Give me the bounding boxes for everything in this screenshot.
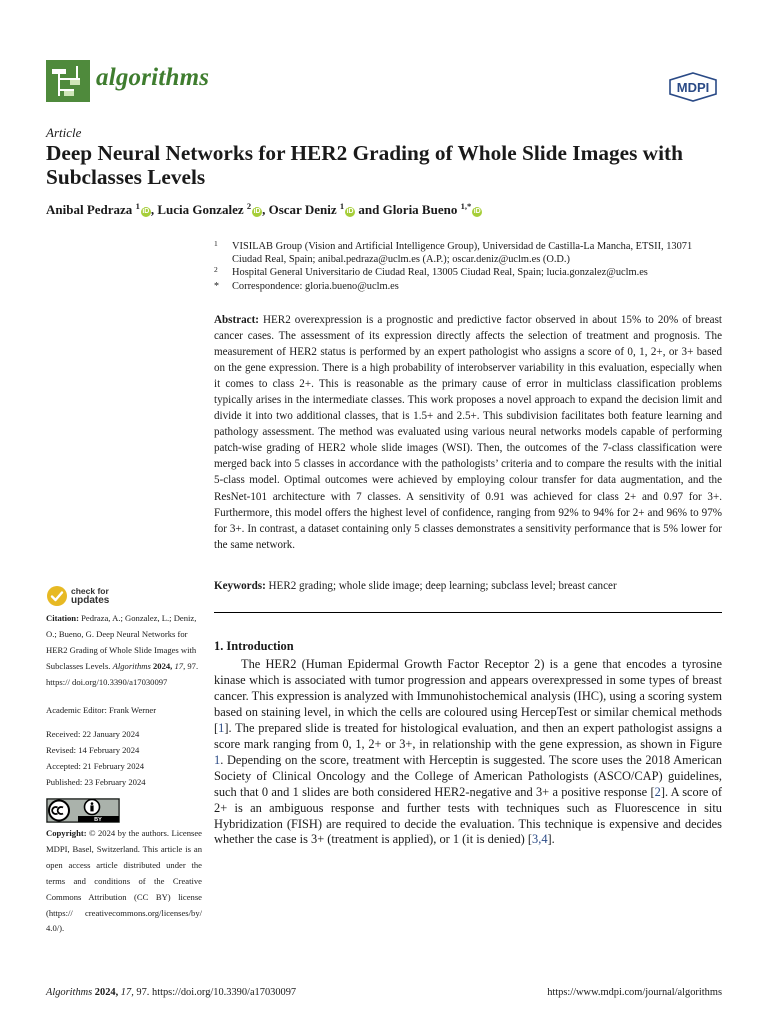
- copyright-text: © 2024 by the authors. Licensee MDPI, Basel, Switzerland. This article is an open access article distributed under the terms and conditions of the Creative Commons Attribution (CC BY) license (https:// creativecommons.org/licenses/by/ 4.0/).: [46, 828, 202, 934]
- published-date: Published: 23 February 2024: [46, 776, 146, 787]
- author-affil-mark: 1: [135, 201, 140, 211]
- author-name[interactable]: Gloria Bueno: [382, 202, 458, 217]
- reference-link[interactable]: 4: [541, 832, 548, 847]
- received-date: Received: 22 January 2024: [46, 729, 140, 739]
- figure-link[interactable]: 1: [214, 752, 221, 767]
- abstract-text: HER2 overexpression is a prognostic and predictive factor observed in about 15% to 20% of breast cancer cases. The assessment of its expression directly affects the selection of treatment and prognosis. The measurement of HER2 status is performed by an expert pathologist who assigns a score of 0, 1, 2+, or 3+ based on the gene expression. There is a high probability of interobserver variability in this evaluation, especially when it comes to class 2+. This is reasonable as the primary cause of error in multiclass classification problems typically arises in the intermediate classes. This work proposes a novel approach to expand the decision limit and divide it into two additional classes, that is 1.5+ and 2.5+. This subdivision facilitates both feature learning and pathology assessment. The method was evaluated using various neural networks models capable of performing patch-wise grading of HER2 whole slide images (WSI). Then, the outcomes of the 7-class classification were merged back into 5 classes in accordance with the pathologists’ criteria and to compare the results with the initial 5-class model. Optimal outcomes were achieved by employing colour transfer for data augmentation, and the ResNet-101 architecture with 7 classes. A sensitivity of 0.91 was achieved for class 2+ and 0.97 for 3+. Furthermore, this model offers the highest level of confidence, ranging from 92% to 94% for 2+ and 96% to 97% for 3+. In contrast, a dataset containing only 5 classes demonstrates a sensitivity performance that is 5% lower for the same network.: [214, 314, 722, 551]
- article-type: Article: [46, 125, 82, 140]
- author-name[interactable]: Anibal Pedraza: [46, 202, 133, 217]
- orcid-icon[interactable]: iD: [473, 208, 481, 215]
- revised-date: Revised: 14 February 2024: [46, 744, 140, 755]
- academic-editor: Academic Editor: Frank Werner: [46, 705, 157, 715]
- accepted-date: Accepted: 21 February 2024: [46, 760, 145, 771]
- footer-year: 2024,: [94, 987, 119, 998]
- intro-text: The HER2 (Human Epidermal Growth Factor Receptor 2) is a gene that encodes a tyrosine kinase which is associated with tumor progression and appears overexpressed in some types of breast cancer. This expression is analyzed with Immunohistochemical analysis (IHC), using a scoring system based on staining level, in which the cells are coloured using HercepTest or similar chemical methods [: [214, 657, 722, 735]
- copyright-label: Copyright:: [46, 828, 87, 838]
- affiliation-mark: 1: [214, 239, 218, 248]
- author-separator: ,: [150, 202, 155, 217]
- keywords-label: Keywords:: [214, 580, 266, 592]
- cc-by-license-icon[interactable]: [46, 798, 120, 823]
- reference-link[interactable]: 2: [654, 784, 661, 799]
- citation-year: 2024,: [152, 660, 173, 671]
- author-separator: ,: [262, 202, 266, 217]
- abstract-label: Abstract:: [214, 314, 259, 326]
- citation-label: Citation:: [46, 613, 79, 623]
- journal-name: algorithms: [96, 64, 210, 91]
- intro-text: ].: [547, 832, 555, 847]
- orcid-icon[interactable]: iD: [142, 208, 150, 215]
- check-for-updates-line2: updates: [71, 595, 110, 606]
- footer-journal: Algorithms: [46, 987, 93, 998]
- reference-link[interactable]: 1: [218, 720, 225, 735]
- section-divider: [214, 612, 722, 613]
- author-name[interactable]: Lucia Gonzalez: [157, 202, 244, 217]
- check-for-updates-line1: check for: [71, 586, 109, 596]
- author-list: [46, 201, 736, 218]
- affiliations: [214, 240, 714, 293]
- intro-text: . Depending on the score, treatment with Herceptin is suggested. The score uses the 2018 American Society of Clinical Oncology and the College of American Pathologists (ASCO/CAP) guidelines, such that 0 and 1 slides are both considered HER2-negative and 3+ a positive response [: [214, 752, 722, 799]
- keywords: [214, 579, 722, 593]
- affiliation-2: [214, 266, 714, 279]
- publisher-name: MDPI: [676, 80, 710, 95]
- citation-text: Pedraza, A.; Gonzalez, L.; Deniz, O.; Bueno, G. Deep Neural Networks for HER2 Grading of Whole Slide Images with Subclasses Levels.: [46, 613, 197, 671]
- footer-citation: [46, 987, 296, 998]
- citation-doi[interactable]: 97. https:// doi.org/10.3390/a17030097: [46, 660, 199, 687]
- publication-dates: [46, 727, 202, 791]
- affiliation-mark: *: [214, 280, 219, 292]
- footer-volume: 17,: [120, 987, 134, 998]
- orcid-icon[interactable]: iD: [253, 208, 261, 215]
- author-separator: and: [358, 202, 380, 217]
- affiliation-text: Hospital General Universitario de Ciudad Real, 13005 Ciudad Real, Spain; lucia.gonzalez@uclm.es: [232, 267, 648, 279]
- citation-volume: 17,: [174, 660, 186, 671]
- keywords-text: HER2 grading; whole slide image; deep learning; subclass level; breast cancer: [268, 580, 617, 592]
- check-for-updates-icon: [46, 585, 68, 607]
- footer-doi[interactable]: 97. https://doi.org/10.3390/a17030097: [136, 987, 297, 998]
- affiliation-text: VISILAB Group (Vision and Artificial Intelligence Group), Universidad de Castilla-La Mancha, ETSII, 13071 Ciudad Real, Spain; anibal.pedraza@uclm.es (A.P.); oscar.deniz@uclm.es (O.D.): [232, 241, 693, 266]
- orcid-icon[interactable]: iD: [346, 208, 354, 215]
- author-affil-mark: 2: [246, 201, 252, 211]
- journal-logo-icon: [46, 60, 90, 102]
- mdpi-logo-icon[interactable]: [667, 72, 719, 102]
- introduction-paragraph: [214, 657, 722, 848]
- author-affil-mark: 1: [339, 201, 345, 211]
- abstract: [214, 312, 722, 553]
- copyright-notice: [46, 826, 202, 937]
- cc-by-label: BY: [94, 817, 102, 823]
- intro-text: ]. A score of 2+ is an ambiguous response and further tests with techniques such as Fluorescence in situ Hybridization (FISH) are required to decide the evaluation. This technique is expensive and decides whether the case is 3+ (treatment is applied), or 1 (it is denied) [: [214, 784, 723, 847]
- article-title: Deep Neural Networks for HER2 Grading of Whole Slide Images with Subclasses Levels: [46, 141, 683, 189]
- section-heading-introduction: 1. Introduction: [214, 639, 294, 653]
- author-name[interactable]: Oscar Deniz: [268, 202, 337, 217]
- affiliation-text: Correspondence: gloria.bueno@uclm.es: [232, 280, 399, 292]
- check-for-updates-button[interactable]: [46, 585, 136, 609]
- correspondence: [214, 280, 714, 293]
- reference-link[interactable]: 3: [532, 832, 539, 847]
- citation-journal: Algorithms: [112, 660, 151, 671]
- citation-block: [46, 611, 202, 691]
- intro-text: ]. The prepared slide is treated for histological evaluation, and then an expert pathologist assigns a score mark ranging from 0, 1, 2+ or 3+, in relationship with the gene expression, as shown in Figure: [214, 720, 722, 751]
- affiliation-mark: 2: [214, 265, 218, 275]
- footer-journal-url[interactable]: https://www.mdpi.com/journal/algorithms: [547, 987, 722, 998]
- affiliation-1: [214, 240, 714, 266]
- reference-separator: ,: [538, 832, 542, 847]
- author-affil-mark: 1,*: [460, 201, 472, 211]
